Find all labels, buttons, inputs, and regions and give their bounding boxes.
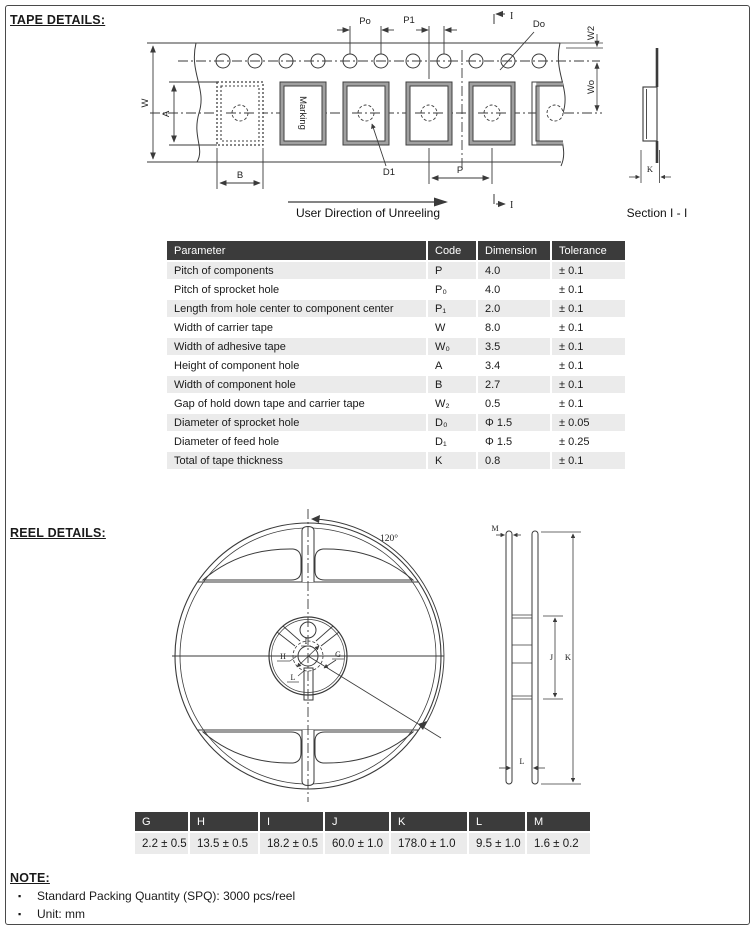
dim-p1 (403, 15, 457, 79)
cell-value-k: 178.0 ± 1.0 (391, 833, 469, 856)
cell-value-i: 18.2 ± 0.5 (260, 833, 325, 856)
cell-dimension: 3.5 (478, 338, 552, 357)
cell-value-h: 13.5 ± 0.5 (190, 833, 260, 856)
column-header-parameter: Parameter (167, 241, 428, 262)
cell-code: W (428, 319, 478, 338)
cell-tolerance: ± 0.1 (552, 281, 627, 300)
note-text: Unit: mm (37, 907, 85, 921)
dim-p (429, 148, 492, 184)
reel-details-heading: REEL DETAILS: (10, 526, 106, 540)
reel-flange (532, 531, 538, 784)
table-row (167, 319, 627, 338)
table-row (167, 357, 627, 376)
cell-dimension: 2.7 (478, 376, 552, 395)
cell-parameter: Pitch of sprocket hole (167, 281, 428, 300)
cell-tolerance: ± 0.1 (552, 319, 627, 338)
column-header-tolerance: Tolerance (552, 241, 627, 262)
section-marker-label: I (510, 200, 514, 211)
table-row (167, 262, 627, 281)
reel-window-cutout (203, 732, 301, 763)
dim-w2-wo (560, 26, 603, 111)
hub-label-l: L (290, 673, 296, 682)
tape-details-heading: TAPE DETAILS: (10, 13, 106, 27)
table-row (167, 414, 627, 433)
table-row (167, 452, 627, 471)
tape-section-profile (629, 48, 671, 183)
marking-label: Marking (297, 96, 308, 130)
dim-label-po: Po (359, 16, 371, 27)
cell-parameter: Width of component hole (167, 376, 428, 395)
cell-code: P₀ (428, 281, 478, 300)
table-row (167, 376, 627, 395)
dim-label-l: L (519, 757, 525, 766)
reel-flange (506, 531, 512, 784)
component-pocket (469, 82, 515, 145)
cell-code: W₂ (428, 395, 478, 414)
column-header-l: L (469, 812, 527, 833)
dim-k-reel (541, 532, 581, 784)
dim-label-p1: P1 (403, 15, 415, 26)
dim-b (217, 148, 263, 189)
table-header-row (167, 241, 627, 262)
tape-dimensions-table (167, 241, 627, 471)
reel-drawing (0, 500, 755, 810)
column-header-h: H (190, 812, 260, 833)
cell-parameter: Height of component hole (167, 357, 428, 376)
cell-dimension: 4.0 (478, 262, 552, 281)
section-marker-top (494, 11, 513, 24)
cell-dimension: 3.4 (478, 357, 552, 376)
table-header-row (135, 812, 592, 833)
hub-section-lines (512, 615, 532, 699)
column-header-j: J (325, 812, 391, 833)
arc-arrow-icon (311, 515, 320, 523)
reel-side-view (491, 524, 581, 784)
section-marker-bottom (494, 194, 513, 211)
hub-label-h: H (280, 652, 286, 661)
cell-code: P (428, 262, 478, 281)
hub-label-i: I (304, 637, 308, 646)
dim-label-d1: D1 (382, 167, 396, 178)
cell-tolerance: ± 0.1 (552, 357, 627, 376)
dim-j (543, 616, 563, 699)
cell-dimension: 0.8 (478, 452, 552, 471)
cell-tolerance: ± 0.25 (552, 433, 627, 452)
cell-tolerance: ± 0.1 (552, 338, 627, 357)
cell-tolerance: ± 0.05 (552, 414, 627, 433)
dim-label-j: J (549, 652, 553, 662)
column-header-k: K (391, 812, 469, 833)
table-row (167, 433, 627, 452)
cell-dimension: Φ 1.5 (478, 433, 552, 452)
cell-parameter: Length from hole center to component center (167, 300, 428, 319)
angle-arc (314, 519, 444, 727)
table-row (135, 833, 592, 856)
note-text: Standard Packing Quantity (SPQ): 3000 pcs/reel (37, 889, 296, 903)
cell-dimension: 2.0 (478, 300, 552, 319)
unreeling-label: User Direction of Unreeling (295, 206, 441, 220)
dim-label-m: M (491, 524, 499, 533)
cell-parameter: Width of carrier tape (167, 319, 428, 338)
cell-code: D₀ (428, 414, 478, 433)
table-row (167, 281, 627, 300)
cell-tolerance: ± 0.1 (552, 452, 627, 471)
component-pocket-dashed (217, 82, 263, 145)
hub-label-g: G (335, 650, 341, 659)
cell-parameter: Diameter of sprocket hole (167, 414, 428, 433)
dim-po (337, 16, 394, 54)
column-header-g: G (135, 812, 190, 833)
unreeling-direction (288, 198, 448, 221)
table-row (167, 338, 627, 357)
cell-parameter: Pitch of components (167, 262, 428, 281)
cell-code: P₁ (428, 300, 478, 319)
dim-label-do: Do (532, 19, 546, 30)
dim-label-w2: W2 (586, 25, 597, 41)
reel-dimensions-table (135, 812, 592, 856)
cell-code: W₀ (428, 338, 478, 357)
dim-label-a: A (161, 110, 172, 118)
cell-parameter: Gap of hold down tape and carrier tape (167, 395, 428, 414)
cell-code: B (428, 376, 478, 395)
cell-dimension: 0.5 (478, 395, 552, 414)
cell-tolerance: ± 0.1 (552, 262, 627, 281)
note-item (18, 905, 295, 923)
square-bullet-icon: ▪ (18, 891, 22, 901)
cell-dimension: 8.0 (478, 319, 552, 338)
table-row (167, 395, 627, 414)
cell-parameter: Width of adhesive tape (167, 338, 428, 357)
dim-label-p: P (456, 165, 464, 176)
reel-front-view (172, 509, 444, 802)
component-pocket (406, 82, 452, 145)
dim-label-b: B (236, 170, 244, 181)
note-item (18, 887, 295, 905)
table-row (167, 300, 627, 319)
cell-tolerance: ± 0.1 (552, 376, 627, 395)
hub-annotations (277, 646, 344, 682)
column-header-m: M (527, 812, 592, 833)
cell-value-l: 9.5 ± 1.0 (469, 833, 527, 856)
component-pocket (343, 82, 389, 145)
dim-do (500, 19, 545, 70)
cell-tolerance: ± 0.1 (552, 395, 627, 414)
column-header-dimension: Dimension (478, 241, 552, 262)
reel-window-cutout (315, 732, 413, 763)
cell-value-g: 2.2 ± 0.5 (135, 833, 190, 856)
tape-drawing (0, 0, 755, 235)
cell-value-j: 60.0 ± 1.0 (325, 833, 391, 856)
angle-label: 120° (379, 534, 399, 544)
component-pocket-marking (280, 82, 326, 145)
cell-code: A (428, 357, 478, 376)
dim-a (161, 82, 217, 145)
note-heading: NOTE: (10, 871, 50, 885)
dim-label-k-reel: K (564, 652, 571, 662)
cell-code: D₁ (428, 433, 478, 452)
dim-label-wo: Wo (586, 79, 597, 95)
cell-parameter: Diameter of feed hole (167, 433, 428, 452)
reel-window-cutout (203, 549, 301, 580)
cell-parameter: Total of tape thickness (167, 452, 428, 471)
section-title: Section I - I (626, 206, 688, 220)
square-bullet-icon: ▪ (18, 909, 22, 919)
cell-tolerance: ± 0.1 (552, 300, 627, 319)
column-header-i: I (260, 812, 325, 833)
cell-dimension: Φ 1.5 (478, 414, 552, 433)
cell-code: K (428, 452, 478, 471)
note-list (18, 887, 295, 923)
section-marker-label: I (510, 11, 514, 22)
dim-label-k: K (646, 164, 654, 174)
column-header-code: Code (428, 241, 478, 262)
dim-label-w: W (140, 98, 151, 108)
component-pocket-partial (532, 82, 563, 145)
cell-value-m: 1.6 ± 0.2 (527, 833, 592, 856)
dim-w (140, 43, 197, 162)
cell-dimension: 4.0 (478, 281, 552, 300)
